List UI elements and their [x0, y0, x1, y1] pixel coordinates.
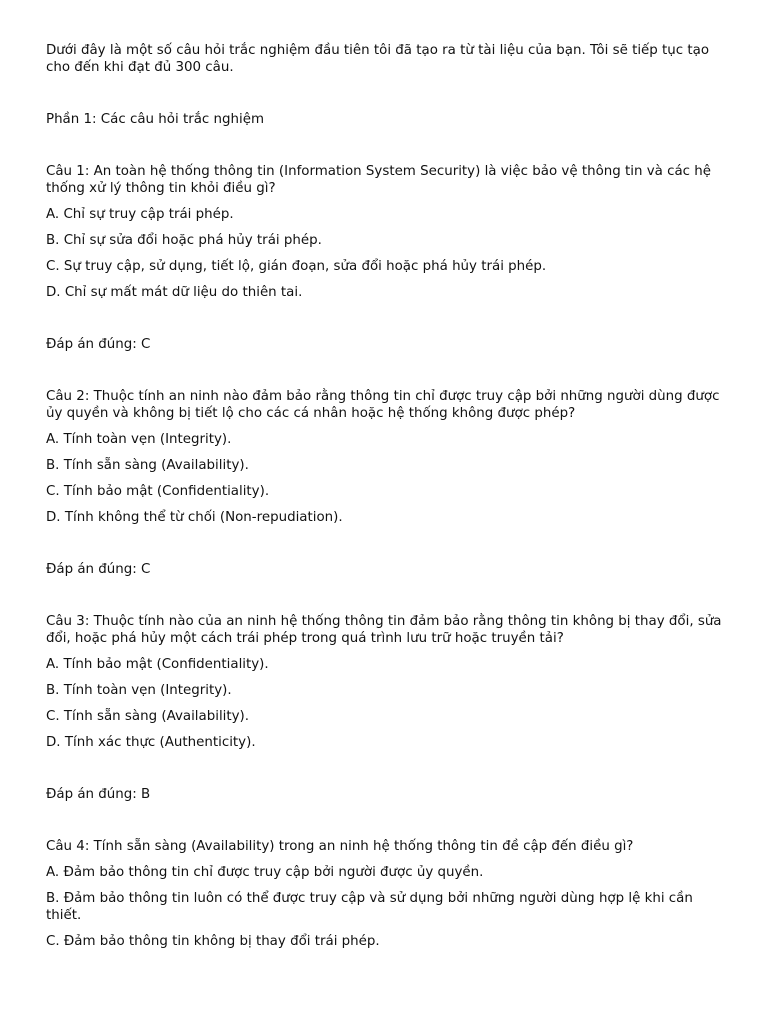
option-b: B. Chỉ sự sửa đổi hoặc phá hủy trái phép.	[46, 233, 322, 248]
question-block-1	[46, 163, 726, 353]
option-c: C. Tính sẵn sàng (Availability).	[46, 709, 250, 724]
question-block-4	[46, 838, 726, 950]
correct-answer: Đáp án đúng: B	[46, 787, 151, 802]
option-a: A. Tính bảo mật (Confidentiality).	[46, 657, 269, 672]
section-title: Phần 1: Các câu hỏi trắc nghiệm	[46, 112, 264, 127]
question-text: Câu 1: An toàn hệ thống thông tin (Information System Security) là việc bảo vệ thông tin và các hệ thống xử lý thông tin khỏi điều gì?	[46, 164, 712, 196]
question-text: Câu 2: Thuộc tính an ninh nào đảm bảo rằng thông tin chỉ được truy cập bởi những người dùng được ủy quyền và không bị tiết lộ cho các cá nhân hoặc hệ thống không được phép?	[46, 389, 720, 421]
option-b: B. Tính toàn vẹn (Integrity).	[46, 683, 232, 698]
option-c: C. Sự truy cập, sử dụng, tiết lộ, gián đoạn, sửa đổi hoặc phá hủy trái phép.	[46, 259, 547, 274]
question-text: Câu 3: Thuộc tính nào của an ninh hệ thống thông tin đảm bảo rằng thông tin không bị thay đổi, sửa đổi, hoặc phá hủy một cách trái phép trong quá trình lưu trữ hoặc truyền tải?	[46, 614, 722, 646]
option-b: B. Đảm bảo thông tin luôn có thể được truy cập và sử dụng bởi những người dùng hợp lệ khi cần thiết.	[46, 891, 693, 923]
option-c: C. Đảm bảo thông tin không bị thay đổi trái phép.	[46, 934, 380, 949]
option-d: D. Tính không thể từ chối (Non-repudiation).	[46, 510, 343, 525]
correct-answer: Đáp án đúng: C	[46, 562, 151, 577]
question-block-3	[46, 613, 726, 803]
option-c: C. Tính bảo mật (Confidentiality).	[46, 484, 270, 499]
intro-paragraph: Dưới đây là một số câu hỏi trắc nghiệm đầu tiên tôi đã tạo ra từ tài liệu của bạn. Tôi sẽ tiếp tục tạo cho đến khi đạt đủ 300 câu.	[46, 43, 710, 75]
correct-answer: Đáp án đúng: C	[46, 337, 151, 352]
option-b: B. Tính sẵn sàng (Availability).	[46, 458, 249, 473]
option-d: D. Chỉ sự mất mát dữ liệu do thiên tai.	[46, 285, 303, 300]
option-a: A. Tính toàn vẹn (Integrity).	[46, 432, 232, 447]
option-a: A. Chỉ sự truy cập trái phép.	[46, 207, 234, 222]
question-block-2	[46, 388, 726, 578]
option-d: D. Tính xác thực (Authenticity).	[46, 735, 256, 750]
option-a: A. Đảm bảo thông tin chỉ được truy cập bởi người được ủy quyền.	[46, 865, 484, 880]
question-text: Câu 4: Tính sẵn sàng (Availability) trong an ninh hệ thống thông tin đề cập đến điều gì?	[46, 839, 634, 854]
document-body	[46, 42, 726, 959]
